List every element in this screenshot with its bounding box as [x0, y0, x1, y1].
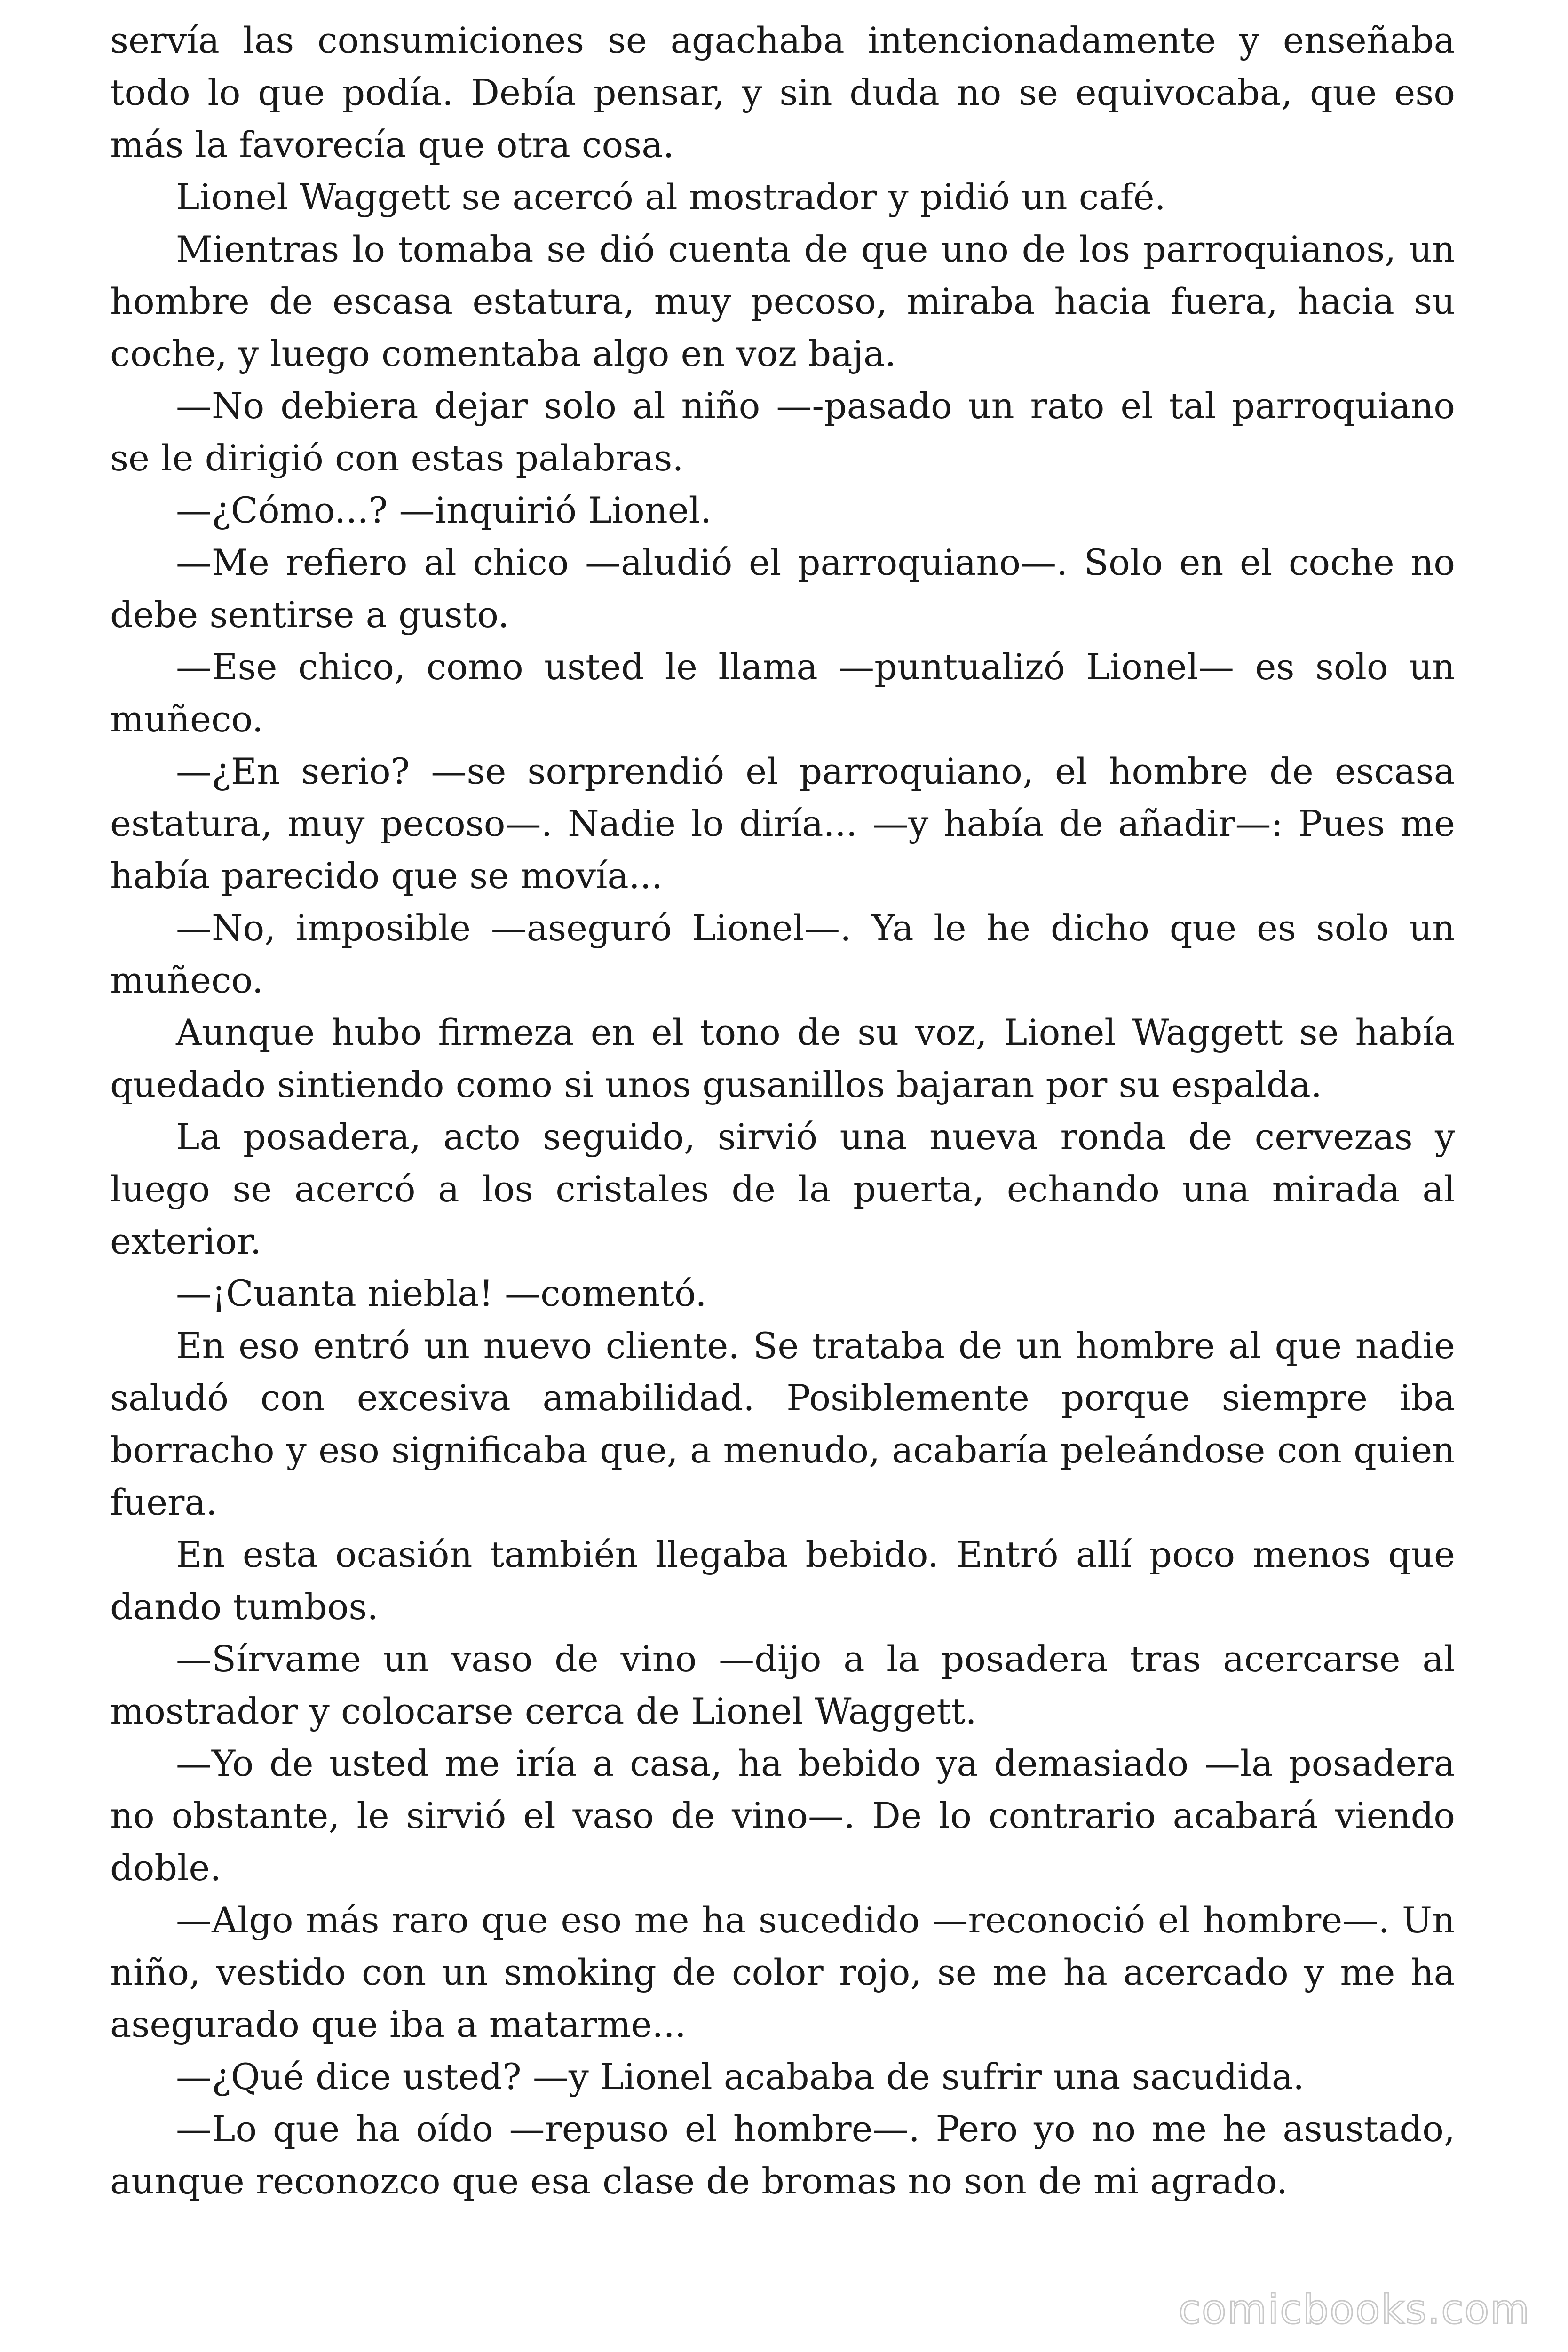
paragraph: servía las consumiciones se agachaba intencionadamente y enseñaba todo lo que podía. Debía pensar, y sin duda no se equivocaba, que eso más la favorecía que otra cosa.	[110, 19, 1455, 166]
paragraph: —¿En serio? —se sorprendió el parroquiano, el hombre de escasa estatura, muy pecoso—. Nadie lo diría... —y había de añadir—: Pues me había parecido que se movía...	[110, 750, 1455, 897]
watermark-text: comicbooks.com	[1178, 2286, 1530, 2333]
paragraph: —¿Qué dice usted? —y Lionel acababa de sufrir una sacudida.	[176, 2056, 1305, 2098]
paragraph: —Algo más raro que eso me ha sucedido —reconoció el hombre—. Un niño, vestido con un smoking de color rojo, se me ha acercado y me ha asegurado que iba a matarme...	[110, 1899, 1455, 2045]
paragraph: —¡Cuanta niebla! —comentó.	[176, 1272, 707, 1314]
paragraph: —Lo que ha oído —repuso el hombre—. Pero yo no me he asustado, aunque reconozco que esa clase de bromas no son de mi agrado.	[110, 2108, 1455, 2202]
paragraph: En eso entró un nuevo cliente. Se trataba de un hombre al que nadie saludó con excesiva amabilidad. Posiblemente porque siempre iba borracho y eso significaba que, a menudo, acabaría peleándose con quien fuera.	[110, 1325, 1455, 1523]
paragraph: Lionel Waggett se acercó al mostrador y pidió un café.	[176, 176, 1166, 218]
paragraph: —No debiera dejar solo al niño —-pasado un rato el tal parroquiano se le dirigió con estas palabras.	[110, 385, 1455, 479]
paragraph: En esta ocasión también llegaba bebido. Entró allí poco menos que dando tumbos.	[110, 1534, 1455, 1628]
paragraph: Mientras lo tomaba se dió cuenta de que uno de los parroquianos, un hombre de escasa estatura, muy pecoso, miraba hacia fuera, hacia su coche, y luego comentaba algo en voz baja.	[110, 228, 1455, 374]
paragraph: —¿Cómo...? —inquirió Lionel.	[176, 489, 712, 531]
paragraph: —Ese chico, como usted le llama —puntualizó Lionel— es solo un muñeco.	[110, 646, 1455, 740]
paragraph: Aunque hubo firmeza en el tono de su voz, Lionel Waggett se había quedado sintiendo como si unos gusanillos bajaran por su espalda.	[110, 1011, 1455, 1105]
book-page-text	[110, 14, 1455, 2207]
paragraph: —Me refiero al chico —aludió el parroquiano—. Solo en el coche no debe sentirse a gusto.	[110, 541, 1455, 636]
paragraph: —Yo de usted me iría a casa, ha bebido ya demasiado —la posadera no obstante, le sirvió el vaso de vino—. De lo contrario acabará viendo doble.	[110, 1742, 1455, 1889]
paragraph: —No, imposible —aseguró Lionel—. Ya le he dicho que es solo un muñeco.	[110, 907, 1455, 1001]
paragraph: La posadera, acto seguido, sirvió una nueva ronda de cervezas y luego se acercó a los cristales de la puerta, echando una mirada al exterior.	[110, 1116, 1455, 1262]
paragraph: —Sírvame un vaso de vino —dijo a la posadera tras acercarse al mostrador y colocarse cerca de Lionel Waggett.	[110, 1638, 1455, 1732]
